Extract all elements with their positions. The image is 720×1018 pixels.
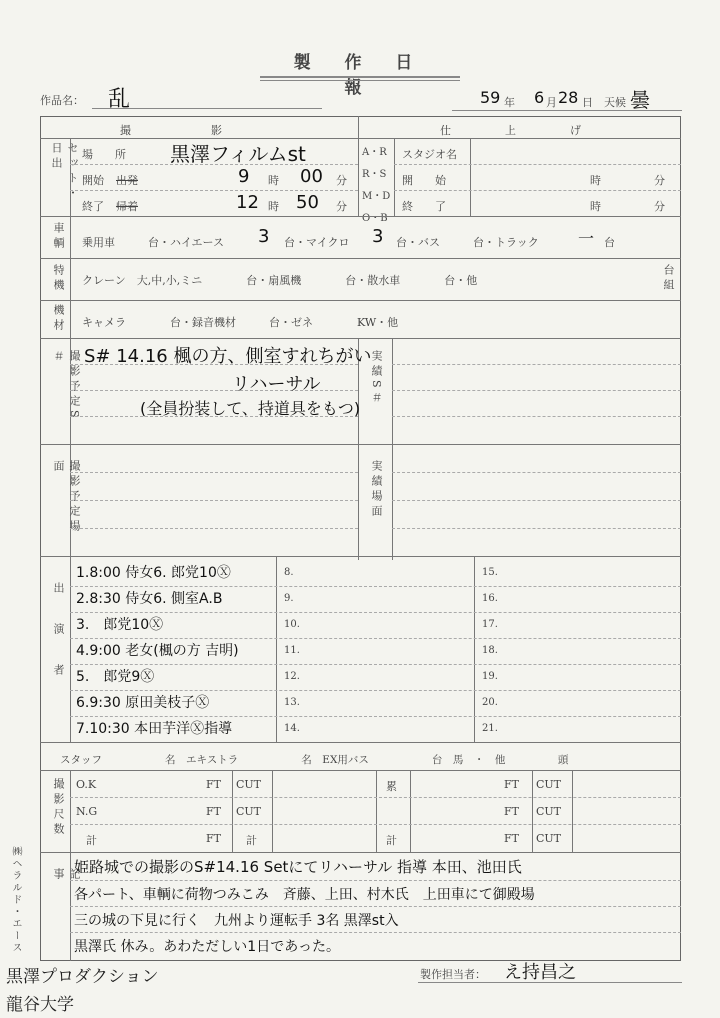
date-year-unit: 年 <box>504 96 515 109</box>
kizai-label: 機材 <box>52 304 65 334</box>
cast-slot: 18. <box>482 645 498 656</box>
rule-d <box>70 906 681 907</box>
micro-count: 3 <box>372 226 384 247</box>
rule-v <box>572 770 573 852</box>
basho-label: 場 所 <box>82 148 126 161</box>
cast-row: 4.9:00 老女(楓の方 吉明) <box>76 643 239 659</box>
cast-slot: 9. <box>284 593 294 604</box>
watermark-university: 龍谷大学 <box>6 995 74 1015</box>
rule-d <box>70 190 358 191</box>
fun-3: 分 <box>654 174 665 187</box>
shutsuen-label: 出演者 <box>52 582 65 705</box>
ft-1: FT <box>206 778 221 791</box>
tokki-label: 特機 <box>52 264 65 294</box>
rui-label: 累 <box>386 780 397 793</box>
cut-1: CUT <box>236 778 262 791</box>
yotei-line2: リハーサル <box>232 374 321 395</box>
rule-v <box>394 138 395 216</box>
rule-v <box>276 556 277 742</box>
ji-2: 時 <box>268 200 279 213</box>
ft-4: FT <box>504 778 519 791</box>
date-underline <box>452 110 682 111</box>
cast-slot: 16. <box>482 593 498 604</box>
kaishi-strike: 出発 <box>116 174 138 187</box>
rule-v <box>470 138 471 216</box>
kaishi-hour: 9 <box>238 166 250 187</box>
kiji-line3: 三の城の下見に行く 九州より運転手 3名 黒澤st入 <box>74 913 399 929</box>
shuryo-label: 終了 <box>82 200 104 213</box>
shuryo-minute: 50 <box>296 192 319 213</box>
s-kaishi-label: 開 始 <box>402 174 446 187</box>
studio-label: スタジオ名 <box>402 148 457 161</box>
work-underline <box>92 108 322 109</box>
yotei-line1: S# 14.16 楓の方、側室すれちがい <box>84 346 372 367</box>
yotei-line3: (全員扮装して、持道具をもつ) <box>140 399 361 418</box>
weather-label: 天候 <box>604 96 626 109</box>
rule <box>40 852 681 853</box>
rule-v <box>532 770 533 852</box>
date-day-unit: 日 <box>582 96 593 109</box>
cast-slot: 11. <box>284 645 300 656</box>
cast-slot: 21. <box>482 723 498 734</box>
date-month-unit: 月 <box>546 96 557 109</box>
rule-d <box>392 390 681 391</box>
kizai-text: キャメラ 台・録音機材 台・ゼネ KW・他 <box>82 316 399 329</box>
rule-d <box>392 472 681 473</box>
tokki-end: 台組 <box>662 264 675 294</box>
rule-d <box>70 880 681 881</box>
ji-3: 時 <box>590 174 601 187</box>
rule-d <box>70 797 681 798</box>
cut-2: CUT <box>236 805 262 818</box>
rule-d <box>392 416 681 417</box>
watermark-production: 黒澤プロダクション <box>6 967 159 987</box>
kei-label: 計 <box>86 834 97 847</box>
rule <box>40 556 681 557</box>
kaishi-minute: 00 <box>300 166 323 187</box>
kiji-line2: 各パート、車輌に荷物つみこみ 斉藤、上田、村木氏 上田車にて御殿場 <box>74 887 535 903</box>
cast-slot: 10. <box>284 619 300 630</box>
ft-5: FT <box>504 805 519 818</box>
rule-d <box>70 664 681 665</box>
rule <box>40 444 681 445</box>
shutsuen-col2 <box>284 560 464 742</box>
cut-3: CUT <box>536 778 562 791</box>
rule-d <box>70 586 681 587</box>
kiji-line4: 黒澤氏 休み。あわただしい1日であった。 <box>74 939 341 955</box>
title-underline-2 <box>260 80 460 81</box>
jisseki-label: 実績S＃ <box>370 350 383 407</box>
sharyo-label: 車輌 <box>52 222 65 252</box>
rule-v <box>232 770 233 852</box>
cast-slot: 8. <box>284 567 294 578</box>
ft-3: FT <box>206 832 221 845</box>
staff-text: スタッフ 名 エキストラ 名 EX用バス 台 馬 ・ 他 頭 <box>60 754 569 766</box>
cut-4: CUT <box>536 805 562 818</box>
shutsuen-col3 <box>482 560 662 742</box>
rule <box>40 770 681 771</box>
rule-d <box>70 932 681 933</box>
rui-kei-label: 計 <box>386 834 397 847</box>
work-label: 作品名： <box>40 94 84 107</box>
tantou-label: 製作担当者： <box>420 968 486 981</box>
document-title: 製 作 日 報 <box>293 53 427 98</box>
kei-mid: 計 <box>246 834 257 847</box>
rule-v <box>70 216 71 348</box>
rule-d <box>394 164 681 165</box>
rule <box>40 300 681 301</box>
rule-v <box>410 770 411 852</box>
sharyo-text4: 台 <box>604 236 615 249</box>
rule <box>40 742 681 743</box>
date-month: 6 <box>534 88 545 107</box>
cast-slot: 20. <box>482 697 498 708</box>
cast-slot: 14. <box>284 723 300 734</box>
rule-v <box>70 770 71 852</box>
rule-d <box>70 500 358 501</box>
rule-d <box>70 716 681 717</box>
rule-d <box>70 612 681 613</box>
rule-v <box>70 556 71 742</box>
rule <box>40 338 681 339</box>
ft-6: FT <box>504 832 519 845</box>
rule <box>40 258 681 259</box>
cast-slot: 15. <box>482 567 498 578</box>
basho-value: 黒澤フィルムst <box>170 142 306 166</box>
section-satsuei: 撮 影 <box>120 124 224 137</box>
shutsuen-col1 <box>76 560 276 742</box>
rule-v <box>474 556 475 742</box>
hiace-count: 3 <box>258 226 270 247</box>
tantou-underline <box>418 982 682 983</box>
fun-2: 分 <box>336 200 347 213</box>
cast-row: 6.9:30 原田美枝子Ⓧ <box>76 695 210 711</box>
date-year: 59 <box>480 88 501 107</box>
fun-4: 分 <box>654 200 665 213</box>
rule-d <box>70 824 681 825</box>
ji-1: 時 <box>268 174 279 187</box>
yotei-label: 撮影予定S＃ <box>52 350 81 422</box>
sharyo-text1: 乗用車 台・ハイエース <box>82 236 225 249</box>
rule-d <box>392 364 681 365</box>
ft-2: FT <box>206 805 221 818</box>
ng-label: N.G <box>76 805 98 818</box>
date-day: 28 <box>558 88 579 107</box>
shakudo-label: 撮影尺数 <box>52 778 65 838</box>
company-side-label: ㈱ヘラルド・エース <box>10 846 21 954</box>
rule-d <box>392 528 681 529</box>
truck-count: 一 <box>578 229 595 248</box>
cast-row: 5. 郎党9Ⓧ <box>76 669 155 685</box>
kiji-line1: 姫路城での撮影のS#14.16 Setにてリハーサル 指導 本田、池田氏 <box>74 858 522 876</box>
rule-d <box>70 164 358 165</box>
bamen-jisseki-label: 実績場面 <box>370 460 383 520</box>
rule-d <box>392 500 681 501</box>
rule-v <box>70 138 71 216</box>
tokki-text: クレーン 大,中,小,ミニ 台・扇風機 台・散水車 台・他 <box>82 274 478 287</box>
rule-v <box>392 338 393 560</box>
sharyo-text2: 台・マイクロ <box>284 236 350 249</box>
cast-slot: 19. <box>482 671 498 682</box>
rule-d <box>70 472 358 473</box>
bamen-label: 撮影予定場面 <box>52 460 81 535</box>
rule <box>40 216 681 217</box>
fun-1: 分 <box>336 174 347 187</box>
ok-label: O.K <box>76 778 97 791</box>
kiji-label: 記事 <box>52 868 81 909</box>
rule-v <box>358 116 359 216</box>
kaishi-label: 開始 <box>82 174 104 187</box>
cast-row: 7.10:30 本田芋洋Ⓧ指導 <box>76 721 233 737</box>
title-underline <box>260 76 460 78</box>
rule-d <box>394 190 681 191</box>
weather-value: 曇 <box>630 88 650 112</box>
cast-slot: 17. <box>482 619 498 630</box>
rule-d <box>70 690 681 691</box>
rule-v <box>358 338 359 560</box>
tantou-value: え持昌之 <box>504 962 576 983</box>
rule-v <box>272 770 273 852</box>
cut-5: CUT <box>536 832 562 845</box>
ars-codes: A・R R・S M・D O・B <box>362 147 391 224</box>
section-shiage: 仕 上 げ <box>440 124 583 137</box>
rule-d <box>70 528 358 529</box>
sharyo-text3: 台・バス 台・トラック <box>396 236 539 249</box>
rule-d <box>70 638 681 639</box>
cast-slot: 12. <box>284 671 300 682</box>
ji-4: 時 <box>590 200 601 213</box>
cast-row: 1.8:00 侍女6. 郎党10Ⓧ <box>76 565 231 581</box>
cast-slot: 13. <box>284 697 300 708</box>
work-value: 乱 <box>108 87 131 112</box>
cast-row: 2.8:30 侍女6. 側室A.B <box>76 591 223 607</box>
set-label: セット・日出 <box>50 142 79 202</box>
s-shuryo-label: 終 了 <box>402 200 446 213</box>
cast-row: 3. 郎党10Ⓧ <box>76 617 164 633</box>
rule <box>40 138 681 139</box>
shuryo-hour: 12 <box>236 192 259 213</box>
shuryo-strike: 帰着 <box>116 200 138 213</box>
rule-v <box>376 770 377 852</box>
